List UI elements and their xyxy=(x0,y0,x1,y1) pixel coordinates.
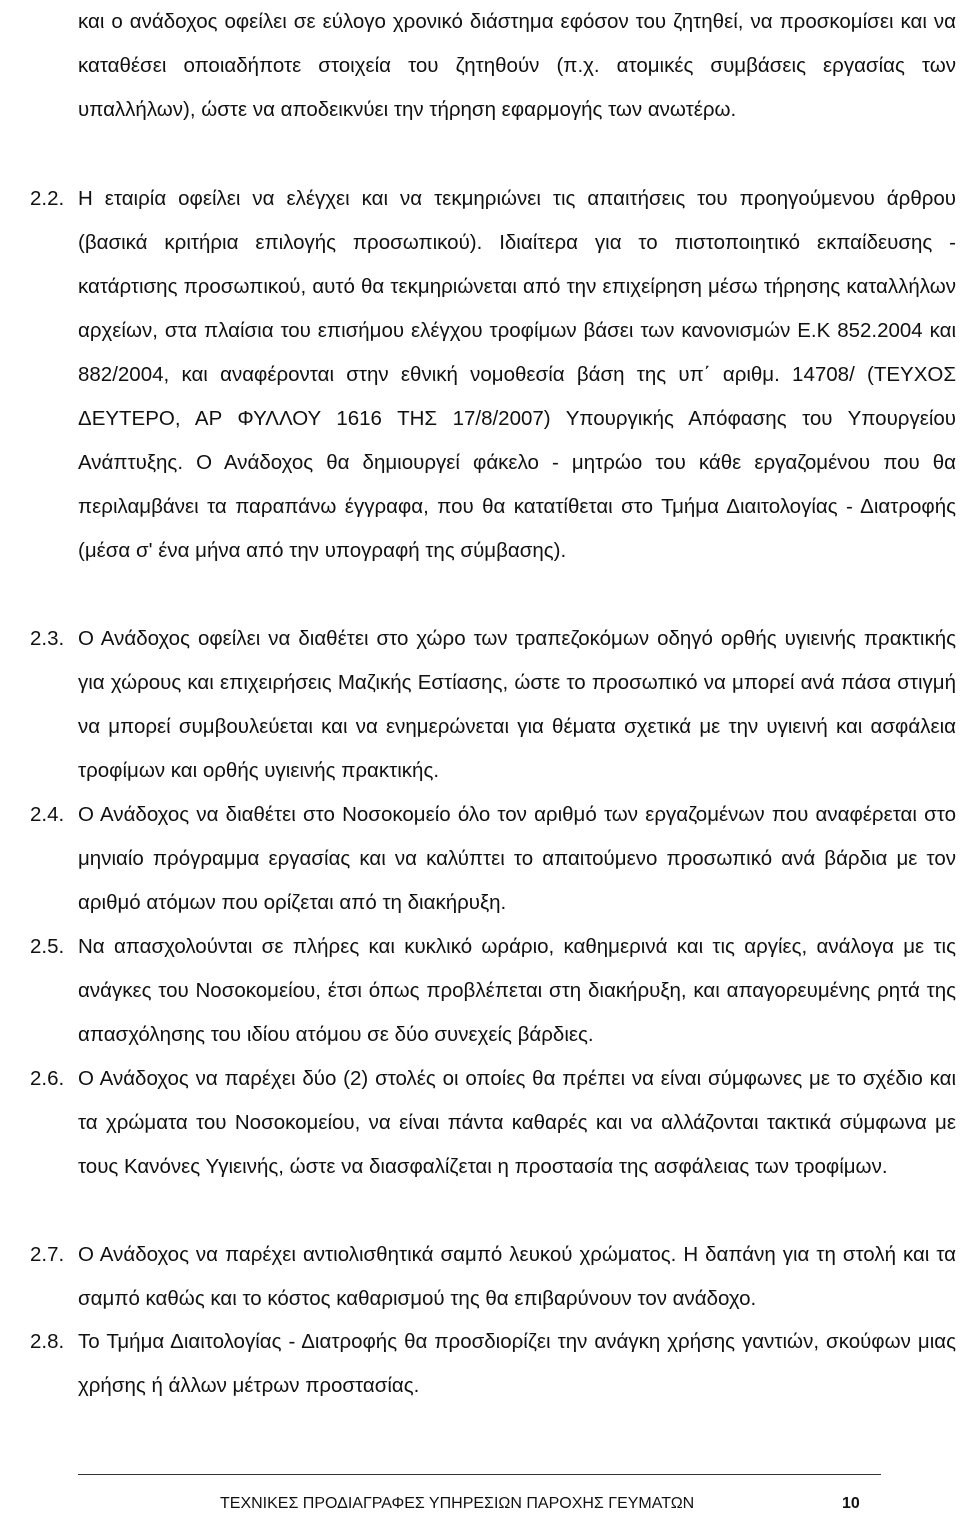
clause-2-5 xyxy=(30,925,956,1057)
clause-text: Ο Ανάδοχος να παρέχει δύο (2) στολές οι οποίες θα πρέπει να είναι σύμφωνες με το σχέδιο και τα χρώματα του Νοσοκομείου, να είναι πάντα καθαρές και να αλλάζονται τακτικά σύμφωνα με τους Κανόνες Υγιεινής, ώστε να διασφαλίζεται η προστασία της ασφάλειας των τροφίμων. xyxy=(78,1067,956,1178)
clause-2-4 xyxy=(30,793,956,925)
clause-text: Η εταιρία οφείλει να ελέγχει και να τεκμηριώνει τις απαιτήσεις του προηγούμενου άρθρου (βασικά κριτήρια επιλογής προσωπικού). Ιδιαίτερα για το πιστοποιητικό εκπαίδευσης - κατάρτισης προσωπικού, αυτό θα τεκμηριώνεται από την επιχείρηση μέσω τήρησης καταλλήλων αρχείων, στα πλαίσια του επισήμου ελέγχου τροφίμων βάσει των κανονισμών Ε.Κ 852.2004 και 882/2004, και αναφέρονται στην εθνική νομοθεσία βάση της υπ΄ αριθμ. 14708/ (ΤΕΥΧΟΣ ΔΕΥΤΕΡΟ, ΑΡ ΦΥΛΛΟΥ 1616 ΤΗΣ 17/8/2007) Υπουργικής Απόφασης του Υπουργείου Ανάπτυξης. Ο Ανάδοχος θα δημιουργεί φάκελο - μητρώο του κάθε εργαζομένου που θα περιλαμβάνει τα παραπάνω έγγραφα, που θα κατατίθεται στο Τμήμα Διαιτολογίας - Διατροφής (μέσα σ' ένα μήνα από την υπογραφή της σύμβασης). xyxy=(78,187,956,562)
clause-2-3 xyxy=(30,617,956,793)
clause-number: 2.5. xyxy=(30,935,65,958)
clause-number: 2.7. xyxy=(30,1243,65,1266)
footer-divider xyxy=(78,1474,881,1475)
clause-text: Να απασχολούνται σε πλήρες και κυκλικό ωράριο, καθημερινά και τις αργίες, ανάλογα με τις ανάγκες του Νοσοκομείου, έτσι όπως προβλέπεται στη διακήρυξη, και απαγορευμένης ρητά της απασχόλησης του ιδίου ατόμου σε δύο συνεχείς βάρδιες. xyxy=(78,935,956,1046)
clause-text: Ο Ανάδοχος να διαθέτει στο Νοσοκομείο όλο τον αριθμό των εργαζομένων που αναφέρεται στο μηνιαίο πρόγραμμα εργασίας και να καλύπτει το απαιτούμενο προσωπικό ανά βάρδια με τον αριθμό ατόμων που ορίζεται από τη διακήρυξη. xyxy=(78,803,956,914)
clause-2-6 xyxy=(30,1057,956,1189)
paragraph-text: και ο ανάδοχος οφείλει σε εύλογο χρονικό διάστημα εφόσον του ζητηθεί, να προσκομίσει και να καταθέσει οποιαδήποτε στοιχεία του ζητηθούν (π.χ. ατομικές συμβάσεις εργασίας των υπαλλήλων), ώστε να αποδεικνύει την τήρηση εφαρμογής των ανωτέρω. xyxy=(78,10,956,121)
paragraph-intro xyxy=(78,0,956,132)
clause-number: 2.6. xyxy=(30,1067,65,1090)
footer-title: ΤΕΧΝΙΚΕΣ ΠΡΟΔΙΑΓΡΑΦΕΣ ΥΠΗΡΕΣΙΩΝ ΠΑΡΟΧΗΣ ΓΕΥΜΑΤΩΝ xyxy=(220,1495,695,1512)
clause-2-8 xyxy=(30,1320,956,1408)
clause-2-2 xyxy=(30,177,956,573)
clause-number: 2.2. xyxy=(30,187,65,210)
clause-2-7 xyxy=(30,1233,956,1321)
page-number: 10 xyxy=(842,1495,860,1512)
clause-text: Ο Ανάδοχος να παρέχει αντιολισθητικά σαμπό λευκού χρώματος. Η δαπάνη για τη στολή και τα σαμπό καθώς και το κόστος καθαρισμού της θα επιβαρύνουν τον ανάδοχο. xyxy=(78,1243,956,1310)
clause-text: Ο Ανάδοχος οφείλει να διαθέτει στο χώρο των τραπεζοκόμων οδηγό ορθής υγιεινής πρακτικής για χώρους και επιχειρήσεις Μαζικής Εστίασης, ώστε το προσωπικό να μπορεί ανά πάσα στιγμή να μπορεί συμβουλεύεται και να ενημερώνεται για θέματα σχετικά με την υγιεινή και ασφάλεια τροφίμων και ορθής υγιεινής πρακτικής. xyxy=(78,627,956,782)
clause-number: 2.8. xyxy=(30,1330,65,1353)
clause-text: Το Τμήμα Διαιτολογίας - Διατροφής θα προσδιορίζει την ανάγκη χρήσης γαντιών, σκούφων μιας χρήσης ή άλλων μέτρων προστασίας. xyxy=(78,1330,956,1397)
clause-number: 2.4. xyxy=(30,803,65,826)
clause-number: 2.3. xyxy=(30,627,65,650)
